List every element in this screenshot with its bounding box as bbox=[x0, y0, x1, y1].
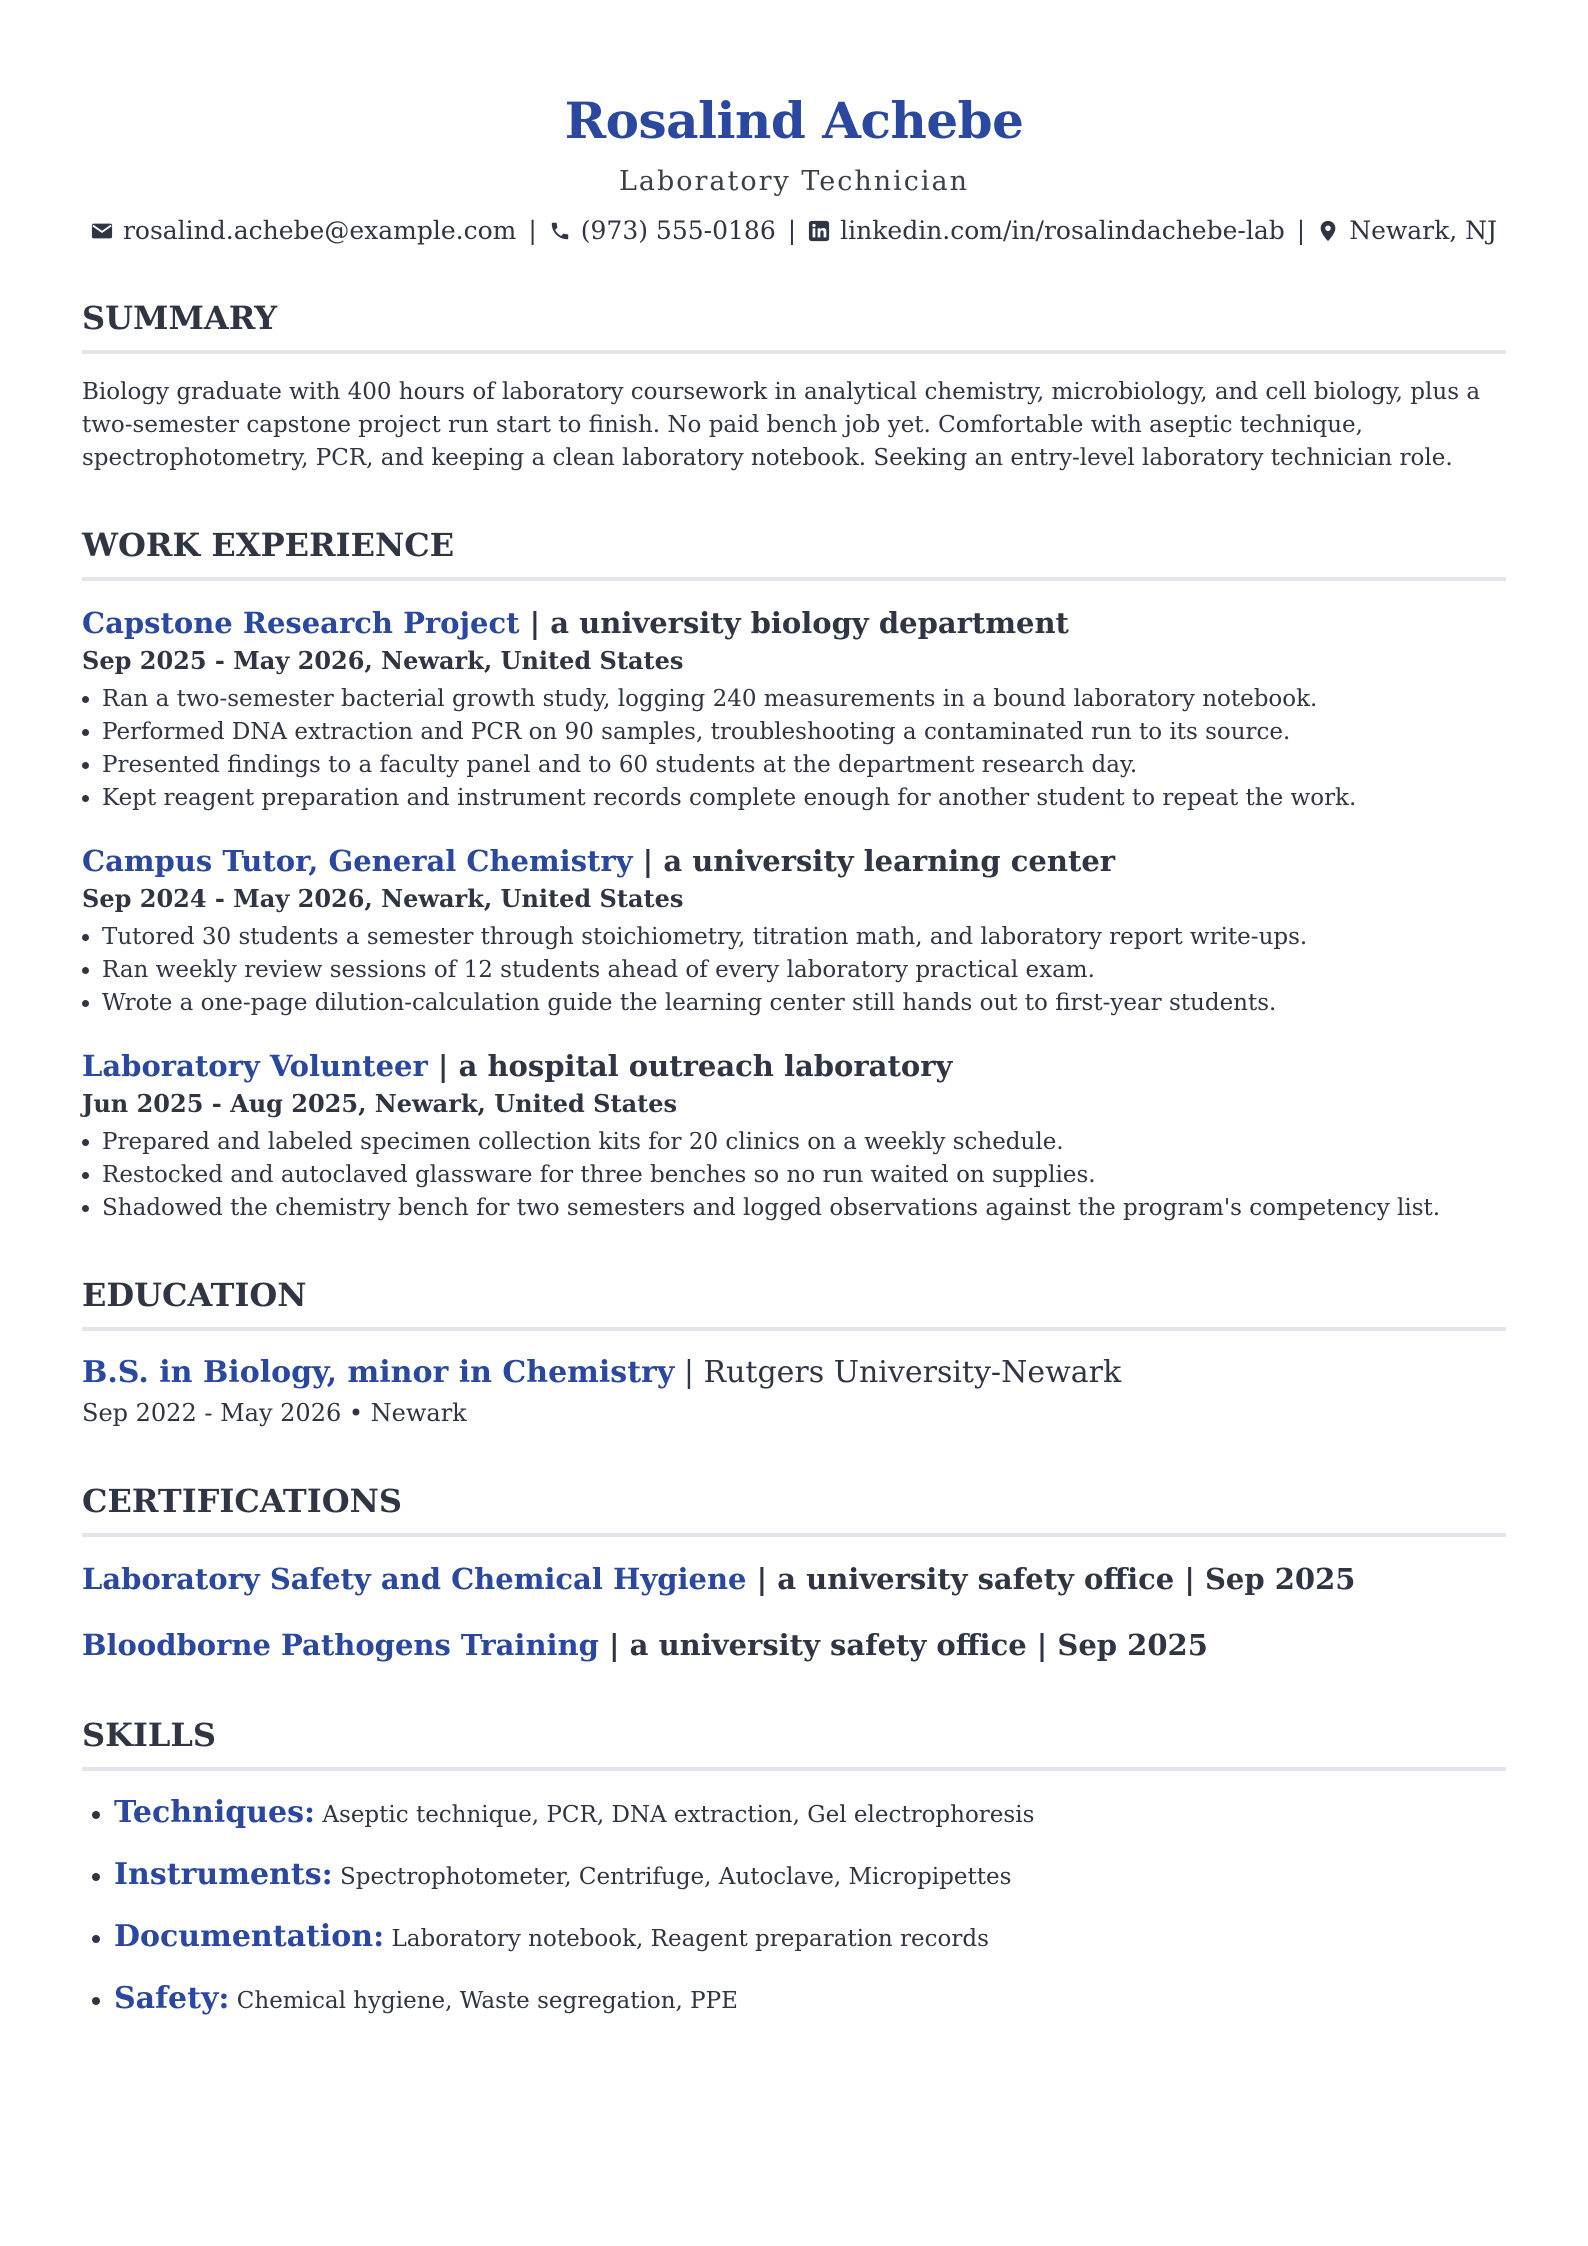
experience-entry bbox=[82, 603, 1506, 815]
contact-separator: | bbox=[1296, 216, 1306, 245]
entry-bullets bbox=[82, 1126, 1506, 1225]
section-heading: WORK EXPERIENCE bbox=[82, 525, 1506, 581]
phone-icon bbox=[549, 220, 571, 242]
linkedin-icon bbox=[808, 220, 830, 242]
candidate-title: Laboratory Technician bbox=[618, 166, 970, 197]
list-item: • Ran weekly review sessions of 12 students ahead of every laboratory practical exam. bbox=[102, 954, 1506, 987]
contact-line bbox=[82, 214, 1506, 248]
section-heading: SKILLS bbox=[82, 1715, 1506, 1771]
experience-entry bbox=[82, 841, 1506, 1020]
map-pin-icon bbox=[1317, 220, 1339, 242]
entry-heading bbox=[82, 1046, 1506, 1086]
certifications-section bbox=[82, 1481, 1506, 1665]
summary-section bbox=[82, 298, 1506, 475]
certification-details: | a university safety office | Sep 2025 bbox=[756, 1562, 1356, 1596]
education-details: Sep 2022 - May 2026 • Newark bbox=[82, 1399, 467, 1427]
list-item: • Performed DNA extraction and PCR on 90 samples, troubleshooting a contaminated run to its source. bbox=[102, 716, 1506, 749]
section-heading: EDUCATION bbox=[82, 1275, 1506, 1331]
entry-separator: | bbox=[437, 1049, 449, 1083]
entry-role: Capstone Research Project bbox=[82, 606, 520, 640]
skill-label: Documentation: bbox=[114, 1919, 385, 1954]
contact-location-text: Newark, NJ bbox=[1349, 216, 1498, 245]
entry-bullets bbox=[82, 921, 1506, 1020]
contact-email-text: rosalind.achebe@example.com bbox=[122, 216, 517, 245]
contact-separator: | bbox=[528, 216, 537, 245]
entry-dates: Sep 2024 - May 2026, Newark, United States bbox=[82, 884, 684, 913]
contact-phone[interactable] bbox=[549, 214, 776, 248]
skill-item bbox=[114, 1793, 1506, 1835]
list-item: • Presented findings to a faculty panel and to 60 students at the department research day. bbox=[102, 749, 1506, 782]
envelope-icon bbox=[91, 220, 113, 242]
contact-phone-text: (973) 555-0186 bbox=[580, 216, 776, 245]
education-heading bbox=[82, 1353, 1506, 1393]
list-item: • Shadowed the chemistry bench for two semesters and logged observations against the program's competency list. bbox=[102, 1192, 1506, 1225]
certification-name: Bloodborne Pathogens Training bbox=[82, 1628, 599, 1662]
skill-value: Spectrophotometer, Centrifuge, Autoclave, Micropipettes bbox=[339, 1864, 1012, 1890]
contact-location bbox=[1317, 214, 1497, 248]
certification-item bbox=[82, 1625, 1506, 1665]
certification-item bbox=[82, 1559, 1506, 1599]
skill-item bbox=[114, 1979, 1506, 2021]
education-degree: B.S. in Biology, minor in Chemistry bbox=[82, 1355, 675, 1390]
section-heading: CERTIFICATIONS bbox=[82, 1481, 1506, 1537]
skill-item bbox=[114, 1855, 1506, 1897]
contact-linkedin-text: linkedin.com/in/rosalindachebe-lab bbox=[840, 216, 1285, 245]
summary-text: Biology graduate with 400 hours of laboratory coursework in analytical chemistry, microbiology, and cell biology, plus a two-semester capstone project run start to finish. No paid bench job yet. Comfortable with aseptic technique, spectrophotometry, PCR, and keeping a clean laboratory notebook. Seeking an entry-level laboratory technician role. bbox=[82, 379, 1481, 471]
skill-label: Techniques: bbox=[114, 1795, 316, 1830]
entry-role: Campus Tutor, General Chemistry bbox=[82, 844, 633, 878]
certification-name: Laboratory Safety and Chemical Hygiene bbox=[82, 1562, 747, 1596]
entry-role: Laboratory Volunteer bbox=[82, 1049, 428, 1083]
education-separator: | bbox=[683, 1355, 694, 1390]
skill-value: Laboratory notebook, Reagent preparation records bbox=[391, 1926, 989, 1952]
list-item: • Restocked and autoclaved glassware for three benches so no run waited on supplies. bbox=[102, 1159, 1506, 1192]
entry-separator: | bbox=[529, 606, 541, 640]
entry-org: a hospital outreach laboratory bbox=[458, 1049, 953, 1083]
entry-dates: Sep 2025 - May 2026, Newark, United States bbox=[82, 646, 684, 675]
experience-entry bbox=[82, 1046, 1506, 1225]
entry-separator: | bbox=[642, 844, 654, 878]
skill-label: Safety: bbox=[114, 1981, 230, 2016]
skill-value: Chemical hygiene, Waste segregation, PPE bbox=[236, 1988, 738, 2014]
skill-label: Instruments: bbox=[114, 1857, 333, 1892]
section-heading: SUMMARY bbox=[82, 298, 1506, 354]
contact-linkedin[interactable] bbox=[808, 214, 1285, 248]
candidate-name: Rosalind Achebe bbox=[564, 91, 1024, 150]
list-item: • Prepared and labeled specimen collection kits for 20 clinics on a weekly schedule. bbox=[102, 1126, 1506, 1159]
entry-dates: Jun 2025 - Aug 2025, Newark, United States bbox=[82, 1089, 678, 1118]
entry-heading bbox=[82, 603, 1506, 643]
list-item: • Tutored 30 students a semester through stoichiometry, titration math, and laboratory report write-ups. bbox=[102, 921, 1506, 954]
entry-org: a university biology department bbox=[550, 606, 1069, 640]
skills-list bbox=[82, 1793, 1506, 2021]
certification-details: | a university safety office | Sep 2025 bbox=[609, 1628, 1208, 1662]
experience-section bbox=[82, 525, 1506, 1225]
skills-section bbox=[82, 1715, 1506, 2021]
skill-item bbox=[114, 1917, 1506, 1959]
entry-org: a university learning center bbox=[663, 844, 1116, 878]
resume-header bbox=[82, 0, 1506, 248]
entry-bullets bbox=[82, 683, 1506, 815]
contact-email[interactable] bbox=[91, 214, 516, 248]
list-item: • Wrote a one-page dilution-calculation guide the learning center still hands out to first-year students. bbox=[102, 987, 1506, 1020]
entry-heading bbox=[82, 841, 1506, 881]
list-item: • Kept reagent preparation and instrument records complete enough for another student to repeat the work. bbox=[102, 782, 1506, 815]
contact-separator: | bbox=[787, 216, 797, 245]
list-item: • Ran a two-semester bacterial growth study, logging 240 measurements in a bound laboratory notebook. bbox=[102, 683, 1506, 716]
education-section bbox=[82, 1275, 1506, 1431]
skill-value: Aseptic technique, PCR, DNA extraction, Gel electrophoresis bbox=[322, 1802, 1035, 1828]
education-school: Rutgers University-Newark bbox=[703, 1355, 1122, 1390]
